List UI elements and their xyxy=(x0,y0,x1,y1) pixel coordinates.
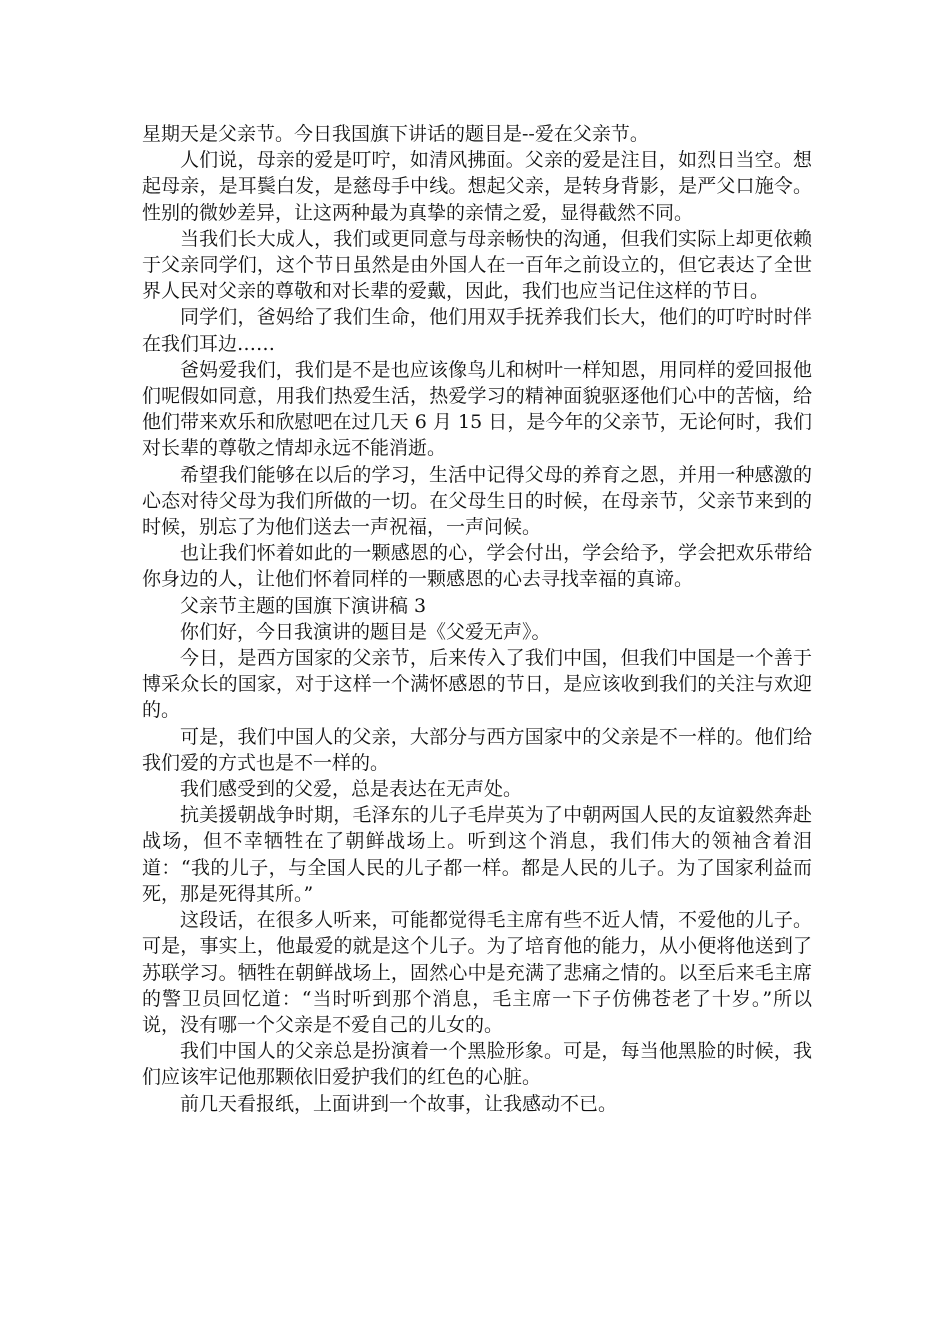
paragraph: 你们好，今日我演讲的题目是《父爱无声》。 xyxy=(180,620,551,643)
paragraph: 爸妈爱我们，我们是不是也应该像鸟儿和树叶一样知恩，用同样的爱回报他们呢假如同意，用我们热爱生活，热爱学习的精神面貌驱逐他们心中的苦恼，给他们带来欢乐和欣慰吧在过几天 6 月 15 日，是今年的父亲节，无论何时，我们对长辈的尊敬之情却永远不能消逝。 xyxy=(142,358,812,460)
paragraph: 今日，是西方国家的父亲节，后来传入了我们中国，但我们中国是一个善于博采众长的国家，对于这样一个满怀感恩的节日，是应该收到我们的关注与欢迎的。 xyxy=(142,647,812,722)
paragraph: 我们感受到的父爱，总是表达在无声处。 xyxy=(180,778,523,801)
paragraph: 同学们，爸妈给了我们生命，他们用双手抚养我们长大，他们的叮咛时时伴在我们耳边…… xyxy=(142,306,812,355)
paragraph: 也让我们怀着如此的一颗感恩的心，学会付出，学会给予，学会把欢乐带给你身边的人，让他们怀着同样的一颗感恩的心去寻找幸福的真谛。 xyxy=(142,542,812,591)
paragraph: 抗美援朝战争时期，毛泽东的儿子毛岸英为了中朝两国人民的友谊毅然奔赴战场，但不幸牺牲在了朝鲜战场上。听到这个消息，我们伟大的领袖含着泪道：“我的儿子，与全国人民的儿子都一样。都是人民的儿子。为了国家利益而死，那是死得其所。” xyxy=(142,804,812,905)
paragraph: 我们中国人的父亲总是扮演着一个黑脸形象。可是，每当他黑脸的时候，我们应该牢记他那颗依旧爱护我们的红色的心脏。 xyxy=(142,1040,812,1089)
paragraph: 这段话，在很多人听来，可能都觉得毛主席有些不近人情，不爱他的儿子。可是，事实上，他最爱的就是这个儿子。为了培育他的能力，从小便将他送到了苏联学习。牺牲在朝鲜战场上，固然心中是充满了悲痛之情的。以至后来毛主席的警卫员回忆道：“当时听到那个消息，毛主席一下子仿佛苍老了十岁。”所以说，没有哪一个父亲是不爱自己的儿女的。 xyxy=(142,909,812,1036)
paragraph: 星期天是父亲节。今日我国旗下讲话的题目是--爱在父亲节。 xyxy=(142,123,649,145)
paragraph: 人们说，母亲的爱是叮咛，如清风拂面。父亲的爱是注目，如烈日当空。想起母亲，是耳鬓白发，是慈母手中线。想起父亲，是转身背影，是严父口施令。性别的微妙差异，让这两种最为真挚的亲情之爱，显得截然不同。 xyxy=(142,149,812,224)
paragraph: 希望我们能够在以后的学习，生活中记得父母的养育之恩，并用一种感激的心态对待父母为我们所做的一切。在父母生日的时候，在母亲节，父亲节来到的时候，别忘了为他们送去一声祝福，一声问候。 xyxy=(142,463,812,539)
paragraph: 前几天看报纸，上面讲到一个故事，让我感动不已。 xyxy=(180,1092,618,1115)
paragraph: 可是，我们中国人的父亲，大部分与西方国家中的父亲是不一样的。他们给我们爱的方式也是不一样的。 xyxy=(142,725,812,774)
document-body xyxy=(142,121,812,1117)
paragraph: 当我们长大成人，我们或更同意与母亲畅快的沟通，但我们实际上却更依赖于父亲同学们，这个节日虽然是由外国人在一百年之前设立的，但它表达了全世界人民对父亲的尊敬和对长辈的爱戴，因此，我们也应当记住这样的节日。 xyxy=(142,227,812,303)
section-heading: 父亲节主题的国旗下演讲稿 3 xyxy=(180,594,427,617)
